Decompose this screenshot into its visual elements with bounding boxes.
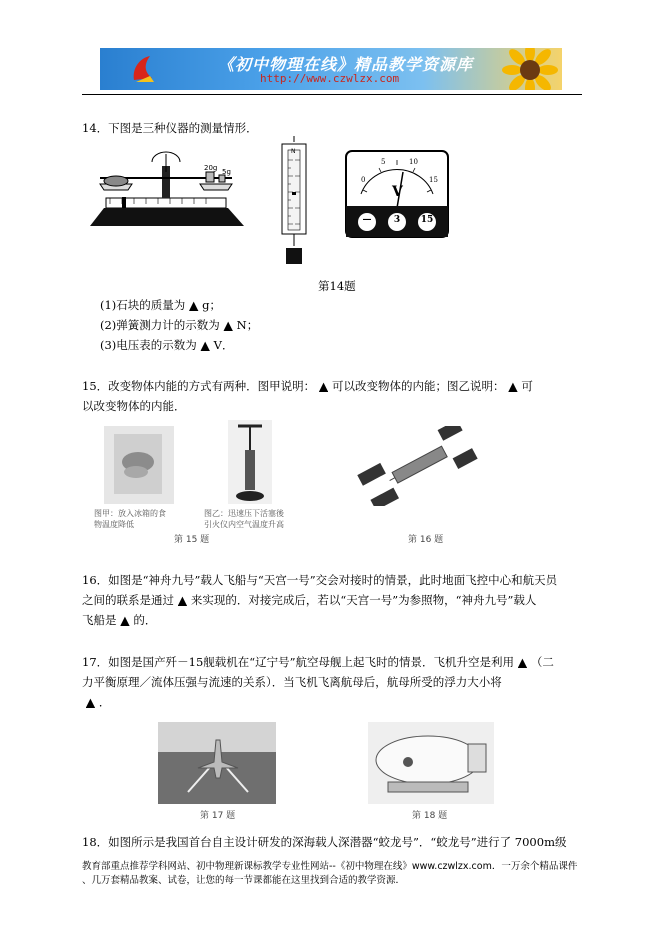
site-logo-icon (130, 54, 156, 84)
q17-line1-end: （二 (530, 655, 554, 669)
fridge-photo (104, 426, 174, 504)
fig17-label: 第 17 题 (200, 811, 236, 821)
volt-scale-10: 10 (409, 158, 418, 166)
q14-sub2 (100, 317, 258, 333)
q17-line1-text: 17．如图是国产歼－15舰载机在“辽宁号”航空母舰上起飞时的情景．飞机升空是利用 (82, 655, 515, 669)
q14-sub3-unit: V． (213, 338, 234, 352)
spacecraft-docking-photo (352, 426, 482, 506)
q15-blank-2[interactable]: ▲ (508, 379, 518, 393)
balance-scale-figure (86, 148, 248, 228)
q15-line1-mid: 可以改变物体的内能；图乙说明： (332, 379, 505, 393)
submersible-photo (368, 722, 494, 804)
q17-line3 (82, 694, 110, 710)
footer-line-1: 教育部重点推荐学科网站、初中物理新课标教学专业性网站--《初中物理在线》www.czwlzx.com．一万余个精品课件 (82, 861, 578, 872)
q16-line3-end: 的． (133, 613, 157, 627)
q14-stem: 14．下图是三种仪器的测量情形． (82, 121, 258, 135)
spring-scale-figure (276, 136, 312, 266)
q16-blank-1[interactable]: ▲ (178, 593, 187, 607)
q16-line1: 16．如图是“神舟九号”载人飞船与“天宫一号”交会对接时的情景，此时地面飞控中心和航天员 (82, 573, 558, 587)
fig15a-caption-2: 物温度降低 (94, 520, 134, 529)
q14-sub3-text: (3)电压表的示数为 (100, 338, 197, 352)
q14-sub2-blank[interactable]: ▲ (223, 318, 233, 332)
fig15a-caption (94, 508, 166, 530)
banner-title: 《初中物理在线》精品教学资源库 (218, 55, 474, 74)
q16-line2 (82, 592, 536, 608)
footer-line-2: 、几万套精品教案、试卷，让您的每一节课都能在这里找到合适的教学资源． (82, 875, 406, 886)
carrier-jet-photo (158, 722, 276, 804)
sunflower-icon (502, 48, 558, 90)
fig15-16-panel (82, 420, 512, 545)
weight-label-5g: 5g (222, 168, 231, 176)
q18-line1: 18．如图所示是我国首台自主设计研发的深海载人深潜器“蛟龙号”．“蛟龙号”进行了 7000m级 (82, 835, 567, 849)
q14-sub2-text: (2)弹簧测力计的示数为 (100, 318, 220, 332)
q15-line1-end: 可 (521, 379, 533, 393)
banner-url[interactable]: http://www.czwlzx.com (260, 72, 400, 85)
fig15b-caption-1: 图乙：迅速压下活塞後 (204, 509, 284, 518)
q14-sub1-unit: g； (202, 298, 222, 312)
fire-piston-photo (228, 420, 272, 504)
q16-line3-text: 飞船是 (82, 613, 117, 627)
q17-line3-end: ． (98, 695, 111, 709)
q14-sub3-blank[interactable]: ▲ (200, 338, 210, 352)
q16-line2-text: 之间的联系是通过 (82, 593, 174, 607)
q16-line2-rest: 来实现的．对接完成后，若以“天宫一号”为参照物，“神舟九号”载人 (190, 593, 537, 607)
volt-scale-5: 5 (381, 158, 386, 166)
spring-scale-unit: N (291, 148, 296, 155)
fig15-label: 第 15 题 (174, 535, 210, 545)
q15-line1-text: 15．改变物体内能的方式有两种．图甲说明： (82, 379, 316, 393)
fig18-label: 第 18 题 (412, 811, 448, 821)
volt-symbol: V (392, 184, 403, 200)
voltmeter-figure (345, 150, 449, 238)
q17-line2: 力平衡原理／流体压强与流速的关系）．当飞机飞离航母后，航母所受的浮力大小将 (82, 675, 502, 689)
volt-scale-15: 15 (429, 176, 438, 184)
volt-terminal-15: 15 (420, 215, 434, 225)
fig16-label: 第 16 题 (408, 535, 444, 545)
q16-blank-2[interactable]: ▲ (120, 613, 130, 627)
q17-blank-2[interactable]: ▲ (86, 695, 95, 709)
q14-sub1-text: (1)石块的质量为 (100, 298, 186, 312)
fig15a-caption-1: 图甲：放入冰箱的食 (94, 509, 166, 518)
fig15b-caption (204, 508, 284, 530)
q15-line2: 以改变物体的内能． (82, 399, 186, 413)
q14-sub2-unit: N； (236, 318, 259, 332)
q15-line1 (82, 378, 533, 394)
fig15b-caption-2: 引火仪内空气温度升高 (204, 520, 284, 529)
q14-sub1-blank[interactable]: ▲ (189, 298, 199, 312)
header-rule (82, 94, 582, 95)
volt-terminal-3: 3 (393, 215, 401, 225)
q14-sub1 (100, 297, 221, 313)
weight-label-20g: 20g (204, 164, 218, 172)
q15-blank-1[interactable]: ▲ (319, 379, 328, 393)
q17-line1 (82, 654, 554, 670)
q17-blank-1[interactable]: ▲ (518, 655, 527, 669)
q16-line3 (82, 612, 156, 628)
header-banner (100, 48, 562, 90)
volt-terminal-neg: — (362, 215, 372, 225)
q14-figure-caption: 第14题 (318, 279, 356, 293)
volt-scale-0: 0 (361, 176, 366, 184)
q14-sub3 (100, 337, 233, 353)
